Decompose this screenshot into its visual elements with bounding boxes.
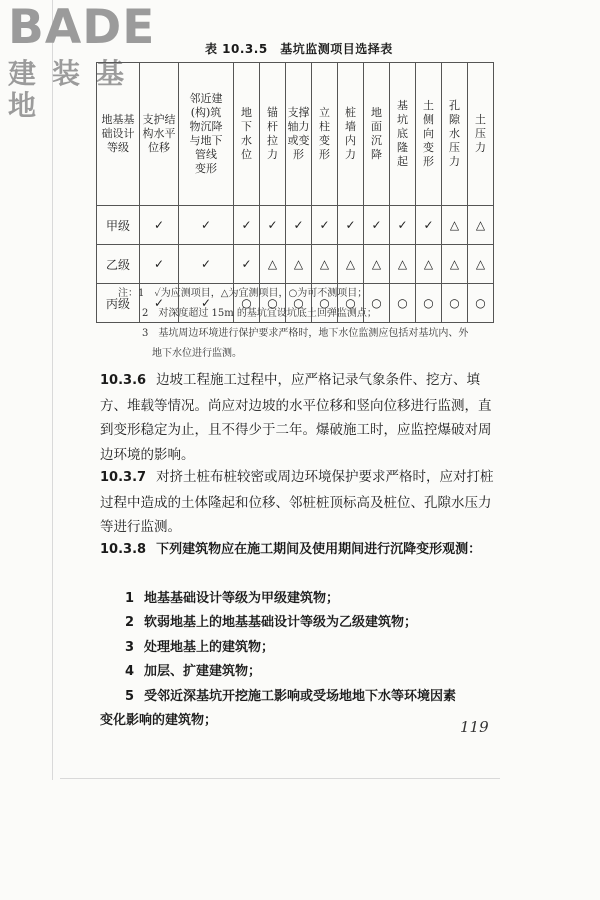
column-header: 锚 杆 拉 力 (260, 63, 286, 206)
mark-cell: ○ (312, 284, 338, 323)
mark-cell: △ (416, 245, 442, 284)
table-notes (118, 284, 468, 364)
mark-cell: ✓ (179, 245, 234, 284)
logo-sub-text: 建装基地 (8, 57, 141, 122)
mark-cell: △ (468, 245, 494, 284)
mark-cell: ✓ (140, 206, 179, 245)
mark-cell: △ (260, 245, 286, 284)
mark-cell: ✓ (286, 206, 312, 245)
mark-cell: △ (338, 245, 364, 284)
column-header: 土 侧 向 变 形 (416, 63, 442, 206)
grade-cell: 丙级 (97, 284, 140, 323)
mark-cell: △ (390, 245, 416, 284)
clause-text: 对挤土桩布桩较密或周边环境保护要求严格时，应对打桩过程中造成的土体隆起和位移、邻桩桩顶标高及桩位、孔隙水压力等进行监测。 (100, 469, 494, 535)
mark-cell: ✓ (179, 284, 234, 323)
mark-cell: ✓ (234, 245, 260, 284)
mark-cell: ○ (286, 284, 312, 323)
clause-number: 10.3.7 (100, 470, 147, 485)
grade-cell: 乙级 (97, 245, 140, 284)
list-item (125, 660, 495, 685)
column-header: 邻近建 (构)筑 物沉降 与地下 管线 变形 (179, 63, 234, 206)
mark-cell: ✓ (260, 206, 286, 245)
clause-number: 10.3.8 (100, 542, 147, 557)
note-2: 2 对深度超过 15m 的基坑宜设坑底土回弹监测点； (142, 308, 377, 319)
mark-cell: ○ (234, 284, 260, 323)
item-text: 处理地基上的建筑物； (144, 640, 275, 655)
mark-cell: ○ (468, 284, 494, 323)
clause-10-3-6 (100, 368, 495, 467)
item-text: 软弱地基上的地基基础设计等级为乙级建筑物； (144, 615, 418, 630)
column-header: 支撑 轴力 或变 形 (286, 63, 312, 206)
item-number: 2 (125, 615, 135, 630)
mark-cell: ✓ (234, 206, 260, 245)
clause-text: 边坡工程施工过程中，应严格记录气象条件、挖方、填方、堆载等情况。尚应对边坡的水平位移和竖向位移进行监测，直到变形稳定为止，且不得少于二年。爆破施工时，应监控爆破对周边环境的影响。 (100, 372, 492, 463)
mark-cell: ○ (416, 284, 442, 323)
table-title: 表 10.3.5 基坑监测项目选择表 (205, 42, 393, 56)
mark-cell: ✓ (140, 245, 179, 284)
table-row (97, 206, 494, 245)
page-number: 119 (460, 718, 489, 736)
mark-cell: ○ (442, 284, 468, 323)
table-header-row (97, 63, 494, 206)
mark-cell: ✓ (140, 284, 179, 323)
note-3-cont: 地下水位进行监测。 (152, 348, 242, 359)
mark-cell: △ (442, 245, 468, 284)
mark-cell: ✓ (364, 206, 390, 245)
clause-10-3-7 (100, 465, 495, 540)
mark-cell: ✓ (338, 206, 364, 245)
item-number: 3 (125, 640, 135, 655)
bottom-rule (60, 778, 500, 779)
logo-main-text: BADE (8, 0, 156, 55)
grade-cell: 甲级 (97, 206, 140, 245)
column-header: 地 下 水 位 (234, 63, 260, 206)
item-text: 地基基础设计等级为甲级建筑物； (144, 591, 340, 606)
list-item (125, 685, 495, 710)
mark-cell: ✓ (416, 206, 442, 245)
note-1: 注：1 ✓为应测项目，△为宜测项目，○为可不测项目； (118, 288, 368, 299)
mark-cell: △ (442, 206, 468, 245)
mark-cell: ○ (390, 284, 416, 323)
item-number: 4 (125, 664, 135, 679)
column-header: 地基基 础设计 等级 (97, 63, 140, 206)
clause-10-3-8 (100, 538, 495, 563)
mark-cell: △ (312, 245, 338, 284)
column-header: 立 柱 变 形 (312, 63, 338, 206)
clause-text: 下列建筑物应在施工期间及使用期间进行沉降变形观测： (156, 542, 482, 557)
list-item-continuation: 变化影响的建筑物； (100, 713, 218, 728)
clause-number: 10.3.6 (100, 373, 147, 388)
mark-cell: △ (364, 245, 390, 284)
list-item (125, 611, 495, 636)
mark-cell: △ (286, 245, 312, 284)
list-item (125, 636, 495, 661)
column-header: 支护结 构水平 位移 (140, 63, 179, 206)
column-header: 桩 墙 内 力 (338, 63, 364, 206)
mark-cell: ○ (260, 284, 286, 323)
table-row (97, 245, 494, 284)
mark-cell: ✓ (312, 206, 338, 245)
note-3: 3 基坑周边环境进行保护要求严格时，地下水位监测应包括对基坑内、外 (142, 328, 469, 339)
item-number: 1 (125, 591, 135, 606)
item-number: 5 (125, 689, 135, 704)
column-header: 地 面 沉 降 (364, 63, 390, 206)
mark-cell: ✓ (179, 206, 234, 245)
column-header: 基 坑 底 隆 起 (390, 63, 416, 206)
mark-cell: ○ (338, 284, 364, 323)
mark-cell: ○ (364, 284, 390, 323)
item-text: 加层、扩建建筑物； (144, 664, 262, 679)
mark-cell: ✓ (390, 206, 416, 245)
column-header: 土 压 力 (468, 63, 494, 206)
mark-cell: △ (468, 206, 494, 245)
list-item (125, 587, 495, 612)
column-header: 孔 隙 水 压 力 (442, 63, 468, 206)
item-text: 受邻近深基坑开挖施工影响或受场地地下水等环境因素 (144, 689, 457, 704)
